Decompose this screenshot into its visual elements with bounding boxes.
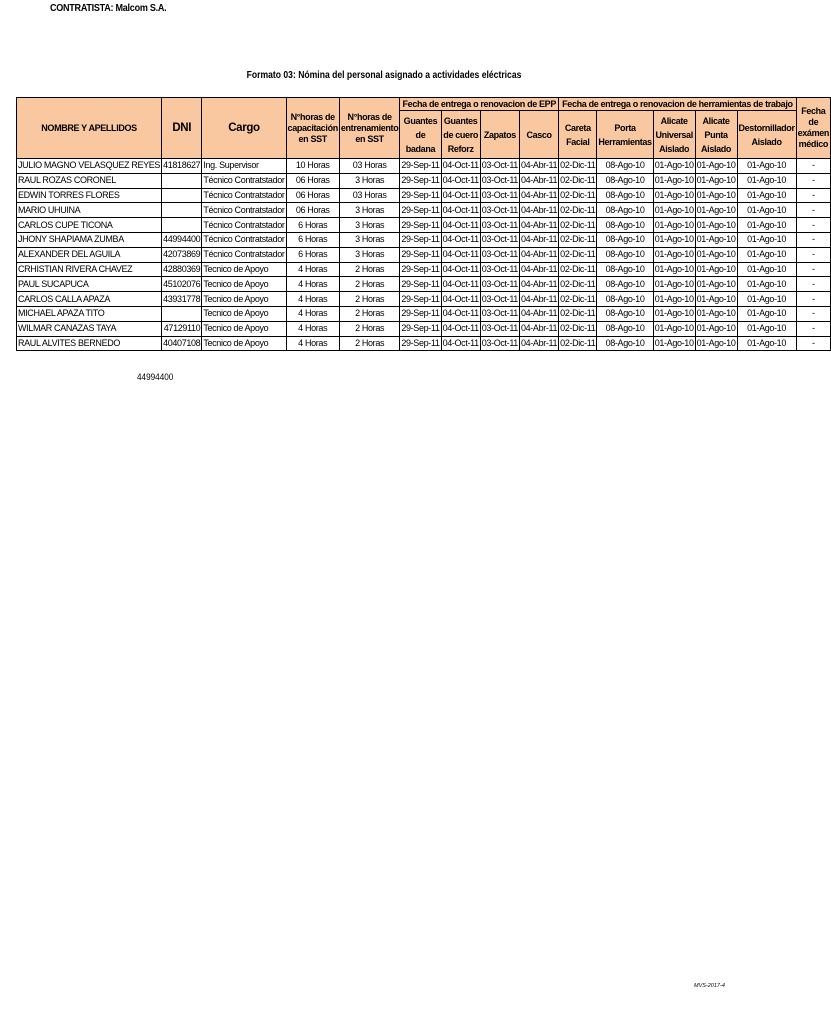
- cell-careta: 02-Dic-11: [559, 336, 597, 351]
- table-row: [17, 277, 831, 292]
- cell-alicate-universal: 01-Ago-10: [653, 218, 695, 233]
- cell-guantes-badana: 29-Sep-11: [400, 173, 441, 188]
- cell-horas-entrenamiento: 3 Horas: [339, 232, 399, 247]
- cell-careta: 02-Dic-11: [559, 262, 597, 277]
- cell-careta: 02-Dic-11: [559, 203, 597, 218]
- cell-horas-entrenamiento: 3 Horas: [339, 247, 399, 262]
- cell-name: CRHISTIAN RIVERA CHAVEZ: [17, 262, 162, 277]
- cell-careta: 02-Dic-11: [559, 159, 597, 174]
- header-porta: Porta Herramientas: [597, 111, 653, 159]
- cell-dni: 44994400: [162, 232, 202, 247]
- cell-name: EDWIN TORRES FLORES: [17, 188, 162, 203]
- cell-destornillador: 01-Ago-10: [737, 262, 796, 277]
- cell-destornillador: 01-Ago-10: [737, 277, 796, 292]
- cell-porta: 08-Ago-10: [597, 262, 653, 277]
- stray-number: 44994400: [137, 372, 174, 383]
- footer-code: MVS-2017-4: [694, 983, 725, 989]
- cell-careta: 02-Dic-11: [559, 218, 597, 233]
- header-examen-medico: Fecha de exámen médico: [796, 98, 830, 159]
- cell-horas-entrenamiento: 03 Horas: [339, 159, 399, 174]
- table-row: [17, 247, 831, 262]
- cell-porta: 08-Ago-10: [597, 306, 653, 321]
- cell-horas-entrenamiento: 3 Horas: [339, 203, 399, 218]
- cell-guantes-badana: 29-Sep-11: [400, 321, 441, 336]
- cell-examen-medico: -: [796, 262, 830, 277]
- cell-examen-medico: -: [796, 218, 830, 233]
- cell-alicate-universal: 01-Ago-10: [653, 262, 695, 277]
- cell-horas-capacitacion: 6 Horas: [286, 232, 339, 247]
- cell-cargo: Tecnico de Apoyo: [202, 277, 286, 292]
- cell-alicate-universal: 01-Ago-10: [653, 321, 695, 336]
- cell-guantes-badana: 29-Sep-11: [400, 232, 441, 247]
- cell-horas-entrenamiento: 2 Horas: [339, 277, 399, 292]
- cell-alicate-punta: 01-Ago-10: [695, 321, 737, 336]
- cell-examen-medico: -: [796, 277, 830, 292]
- header-destornillador: Destornillador Aislado: [737, 111, 796, 159]
- cell-examen-medico: -: [796, 203, 830, 218]
- header-guantes-cuero: Guantes de cuero Reforz: [441, 111, 480, 159]
- cell-zapatos: 03-Oct-11: [480, 277, 519, 292]
- cell-horas-entrenamiento: 2 Horas: [339, 262, 399, 277]
- contractor-label: CONTRATISTA: Malcom S.A.: [50, 2, 167, 14]
- cell-horas-capacitacion: 06 Horas: [286, 188, 339, 203]
- cell-zapatos: 03-Oct-11: [480, 336, 519, 351]
- header-careta: Careta Facial: [559, 111, 597, 159]
- cell-examen-medico: -: [796, 321, 830, 336]
- cell-porta: 08-Ago-10: [597, 232, 653, 247]
- cell-guantes-badana: 29-Sep-11: [400, 203, 441, 218]
- cell-porta: 08-Ago-10: [597, 292, 653, 307]
- cell-examen-medico: -: [796, 336, 830, 351]
- cell-porta: 08-Ago-10: [597, 159, 653, 174]
- cell-horas-entrenamiento: 2 Horas: [339, 306, 399, 321]
- table-row: [17, 232, 831, 247]
- cell-zapatos: 03-Oct-11: [480, 218, 519, 233]
- cell-casco: 04-Abr-11: [519, 188, 558, 203]
- cell-horas-capacitacion: 4 Horas: [286, 306, 339, 321]
- cell-cargo: Tecnico de Apoyo: [202, 321, 286, 336]
- cell-zapatos: 03-Oct-11: [480, 321, 519, 336]
- cell-destornillador: 01-Ago-10: [737, 173, 796, 188]
- table-row: [17, 159, 831, 174]
- cell-casco: 04-Abr-11: [519, 277, 558, 292]
- cell-casco: 04-Abr-11: [519, 247, 558, 262]
- cell-porta: 08-Ago-10: [597, 218, 653, 233]
- cell-casco: 04-Abr-11: [519, 262, 558, 277]
- header-alicate-punta: Alicate Punta Aislado: [695, 111, 737, 159]
- cell-dni: [162, 306, 202, 321]
- cell-cargo: Técnico Contratstador: [202, 218, 286, 233]
- cell-zapatos: 03-Oct-11: [480, 247, 519, 262]
- cell-guantes-badana: 29-Sep-11: [400, 292, 441, 307]
- cell-zapatos: 03-Oct-11: [480, 159, 519, 174]
- cell-zapatos: 03-Oct-11: [480, 188, 519, 203]
- cell-destornillador: 01-Ago-10: [737, 321, 796, 336]
- cell-dni: [162, 203, 202, 218]
- header-group-epp: Fecha de entrega o renovacion de EPP: [400, 98, 559, 111]
- cell-alicate-universal: 01-Ago-10: [653, 159, 695, 174]
- table-row: [17, 336, 831, 351]
- cell-guantes-badana: 29-Sep-11: [400, 336, 441, 351]
- cell-careta: 02-Dic-11: [559, 232, 597, 247]
- cell-examen-medico: -: [796, 292, 830, 307]
- cell-destornillador: 01-Ago-10: [737, 336, 796, 351]
- cell-horas-capacitacion: 4 Horas: [286, 277, 339, 292]
- cell-name: CARLOS CUPE TICONA: [17, 218, 162, 233]
- cell-cargo: Técnico Contratstador: [202, 203, 286, 218]
- personnel-table: [16, 97, 831, 351]
- cell-horas-capacitacion: 4 Horas: [286, 292, 339, 307]
- cell-cargo: Técnico Contratstador: [202, 247, 286, 262]
- cell-guantes-cuero: 04-Oct-11: [441, 262, 480, 277]
- cell-horas-capacitacion: 6 Horas: [286, 218, 339, 233]
- cell-horas-entrenamiento: 2 Horas: [339, 321, 399, 336]
- cell-dni: [162, 173, 202, 188]
- cell-name: RAUL ROZAS CORONEL: [17, 173, 162, 188]
- cell-porta: 08-Ago-10: [597, 247, 653, 262]
- cell-horas-capacitacion: 6 Horas: [286, 247, 339, 262]
- cell-horas-entrenamiento: 3 Horas: [339, 218, 399, 233]
- table-row: [17, 173, 831, 188]
- cell-guantes-cuero: 04-Oct-11: [441, 173, 480, 188]
- cell-horas-capacitacion: 10 Horas: [286, 159, 339, 174]
- cell-guantes-badana: 29-Sep-11: [400, 159, 441, 174]
- cell-alicate-universal: 01-Ago-10: [653, 173, 695, 188]
- cell-name: JULIO MAGNO VELASQUEZ REYES: [17, 159, 162, 174]
- cell-destornillador: 01-Ago-10: [737, 203, 796, 218]
- cell-dni: 45102076: [162, 277, 202, 292]
- cell-careta: 02-Dic-11: [559, 306, 597, 321]
- cell-casco: 04-Abr-11: [519, 173, 558, 188]
- cell-guantes-badana: 29-Sep-11: [400, 247, 441, 262]
- cell-dni: 42073869: [162, 247, 202, 262]
- cell-examen-medico: -: [796, 159, 830, 174]
- cell-destornillador: 01-Ago-10: [737, 232, 796, 247]
- cell-casco: 04-Abr-11: [519, 306, 558, 321]
- cell-dni: 47129110: [162, 321, 202, 336]
- cell-zapatos: 03-Oct-11: [480, 232, 519, 247]
- cell-destornillador: 01-Ago-10: [737, 247, 796, 262]
- cell-alicate-universal: 01-Ago-10: [653, 232, 695, 247]
- header-group-tools: Fecha de entrega o renovacion de herramientas de trabajo: [559, 98, 796, 111]
- cell-guantes-cuero: 04-Oct-11: [441, 203, 480, 218]
- cell-casco: 04-Abr-11: [519, 232, 558, 247]
- header-casco: Casco: [519, 111, 558, 159]
- cell-zapatos: 03-Oct-11: [480, 292, 519, 307]
- cell-dni: 40407108: [162, 336, 202, 351]
- header-dni: DNI: [162, 98, 202, 159]
- cell-name: JHONY SHAPIAMA ZUMBA: [17, 232, 162, 247]
- cell-guantes-cuero: 04-Oct-11: [441, 218, 480, 233]
- cell-examen-medico: -: [796, 188, 830, 203]
- cell-dni: [162, 218, 202, 233]
- cell-destornillador: 01-Ago-10: [737, 306, 796, 321]
- cell-examen-medico: -: [796, 247, 830, 262]
- cell-casco: 04-Abr-11: [519, 203, 558, 218]
- cell-horas-entrenamiento: 3 Horas: [339, 173, 399, 188]
- cell-careta: 02-Dic-11: [559, 321, 597, 336]
- cell-guantes-cuero: 04-Oct-11: [441, 321, 480, 336]
- cell-dni: 42880369: [162, 262, 202, 277]
- cell-name: WILMAR CANAZAS TAYA: [17, 321, 162, 336]
- cell-alicate-punta: 01-Ago-10: [695, 173, 737, 188]
- cell-horas-capacitacion: 4 Horas: [286, 336, 339, 351]
- cell-destornillador: 01-Ago-10: [737, 218, 796, 233]
- cell-examen-medico: -: [796, 173, 830, 188]
- cell-dni: 43931778: [162, 292, 202, 307]
- cell-dni: 41818627: [162, 159, 202, 174]
- cell-zapatos: 03-Oct-11: [480, 203, 519, 218]
- cell-horas-entrenamiento: 03 Horas: [339, 188, 399, 203]
- table-row: [17, 188, 831, 203]
- cell-horas-entrenamiento: 2 Horas: [339, 336, 399, 351]
- cell-zapatos: 03-Oct-11: [480, 306, 519, 321]
- cell-examen-medico: -: [796, 306, 830, 321]
- cell-name: MICHAEL APAZA TITO: [17, 306, 162, 321]
- header-zapatos: Zapatos: [480, 111, 519, 159]
- cell-alicate-punta: 01-Ago-10: [695, 277, 737, 292]
- header-guantes-badana: Guantes de badana: [400, 111, 441, 159]
- cell-examen-medico: -: [796, 232, 830, 247]
- cell-cargo: Tecnico de Apoyo: [202, 336, 286, 351]
- cell-careta: 02-Dic-11: [559, 247, 597, 262]
- cell-porta: 08-Ago-10: [597, 203, 653, 218]
- cell-casco: 04-Abr-11: [519, 292, 558, 307]
- cell-alicate-punta: 01-Ago-10: [695, 247, 737, 262]
- cell-name: MARIO UHUINA: [17, 203, 162, 218]
- cell-casco: 04-Abr-11: [519, 336, 558, 351]
- cell-guantes-badana: 29-Sep-11: [400, 218, 441, 233]
- cell-guantes-cuero: 04-Oct-11: [441, 277, 480, 292]
- header-cargo: Cargo: [202, 98, 286, 159]
- cell-alicate-universal: 01-Ago-10: [653, 203, 695, 218]
- cell-alicate-universal: 01-Ago-10: [653, 188, 695, 203]
- table-row: [17, 292, 831, 307]
- document-title: Formato 03: Nómina del personal asignado a actividades eléctricas: [246, 70, 522, 81]
- cell-guantes-cuero: 04-Oct-11: [441, 232, 480, 247]
- cell-guantes-cuero: 04-Oct-11: [441, 159, 480, 174]
- cell-guantes-badana: 29-Sep-11: [400, 277, 441, 292]
- header-horas-entrenamiento: N°horas de entrenamiento en SST: [339, 98, 399, 159]
- cell-alicate-universal: 01-Ago-10: [653, 292, 695, 307]
- cell-casco: 04-Abr-11: [519, 159, 558, 174]
- header-alicate-universal: Alicate Universal Aislado: [653, 111, 695, 159]
- table-row: [17, 218, 831, 233]
- cell-dni: [162, 188, 202, 203]
- cell-careta: 02-Dic-11: [559, 188, 597, 203]
- cell-destornillador: 01-Ago-10: [737, 188, 796, 203]
- cell-guantes-badana: 29-Sep-11: [400, 306, 441, 321]
- cell-cargo: Técnico Contratstador: [202, 232, 286, 247]
- table-row: [17, 203, 831, 218]
- cell-porta: 08-Ago-10: [597, 188, 653, 203]
- cell-guantes-badana: 29-Sep-11: [400, 188, 441, 203]
- cell-porta: 08-Ago-10: [597, 277, 653, 292]
- cell-horas-capacitacion: 06 Horas: [286, 173, 339, 188]
- cell-alicate-punta: 01-Ago-10: [695, 232, 737, 247]
- cell-casco: 04-Abr-11: [519, 321, 558, 336]
- cell-cargo: Tecnico de Apoyo: [202, 292, 286, 307]
- cell-zapatos: 03-Oct-11: [480, 262, 519, 277]
- cell-porta: 08-Ago-10: [597, 336, 653, 351]
- cell-alicate-punta: 01-Ago-10: [695, 188, 737, 203]
- cell-horas-capacitacion: 4 Horas: [286, 321, 339, 336]
- header-horas-capacitacion: N°horas de capacitación en SST: [286, 98, 339, 159]
- cell-alicate-punta: 01-Ago-10: [695, 306, 737, 321]
- cell-horas-capacitacion: 4 Horas: [286, 262, 339, 277]
- cell-alicate-universal: 01-Ago-10: [653, 336, 695, 351]
- cell-careta: 02-Dic-11: [559, 173, 597, 188]
- cell-porta: 08-Ago-10: [597, 173, 653, 188]
- cell-alicate-universal: 01-Ago-10: [653, 277, 695, 292]
- header-name: NOMBRE Y APELLIDOS: [17, 98, 162, 159]
- cell-guantes-cuero: 04-Oct-11: [441, 292, 480, 307]
- cell-destornillador: 01-Ago-10: [737, 292, 796, 307]
- cell-cargo: Técnico Contratstador: [202, 173, 286, 188]
- table-row: [17, 321, 831, 336]
- cell-destornillador: 01-Ago-10: [737, 159, 796, 174]
- cell-name: RAUL ALVITES BERNEDO: [17, 336, 162, 351]
- cell-name: CARLOS CALLA APAZA: [17, 292, 162, 307]
- cell-guantes-cuero: 04-Oct-11: [441, 306, 480, 321]
- table-row: [17, 262, 831, 277]
- cell-alicate-punta: 01-Ago-10: [695, 203, 737, 218]
- cell-cargo: Tecnico de Apoyo: [202, 306, 286, 321]
- cell-name: ALEXANDER DEL AGUILA: [17, 247, 162, 262]
- cell-casco: 04-Abr-11: [519, 218, 558, 233]
- cell-guantes-cuero: 04-Oct-11: [441, 247, 480, 262]
- cell-zapatos: 03-Oct-11: [480, 173, 519, 188]
- cell-name: PAUL SUCAPUCA: [17, 277, 162, 292]
- cell-cargo: Ing. Supervisor: [202, 159, 286, 174]
- cell-alicate-universal: 01-Ago-10: [653, 247, 695, 262]
- table-body: [17, 159, 831, 351]
- cell-guantes-cuero: 04-Oct-11: [441, 188, 480, 203]
- cell-alicate-punta: 01-Ago-10: [695, 262, 737, 277]
- cell-careta: 02-Dic-11: [559, 292, 597, 307]
- cell-careta: 02-Dic-11: [559, 277, 597, 292]
- cell-alicate-punta: 01-Ago-10: [695, 336, 737, 351]
- cell-guantes-badana: 29-Sep-11: [400, 262, 441, 277]
- cell-horas-capacitacion: 06 Horas: [286, 203, 339, 218]
- cell-alicate-punta: 01-Ago-10: [695, 159, 737, 174]
- table-row: [17, 306, 831, 321]
- cell-alicate-universal: 01-Ago-10: [653, 306, 695, 321]
- cell-alicate-punta: 01-Ago-10: [695, 292, 737, 307]
- cell-cargo: Técnico Contratstador: [202, 188, 286, 203]
- cell-horas-entrenamiento: 2 Horas: [339, 292, 399, 307]
- cell-guantes-cuero: 04-Oct-11: [441, 336, 480, 351]
- cell-alicate-punta: 01-Ago-10: [695, 218, 737, 233]
- cell-cargo: Tecnico de Apoyo: [202, 262, 286, 277]
- cell-porta: 08-Ago-10: [597, 321, 653, 336]
